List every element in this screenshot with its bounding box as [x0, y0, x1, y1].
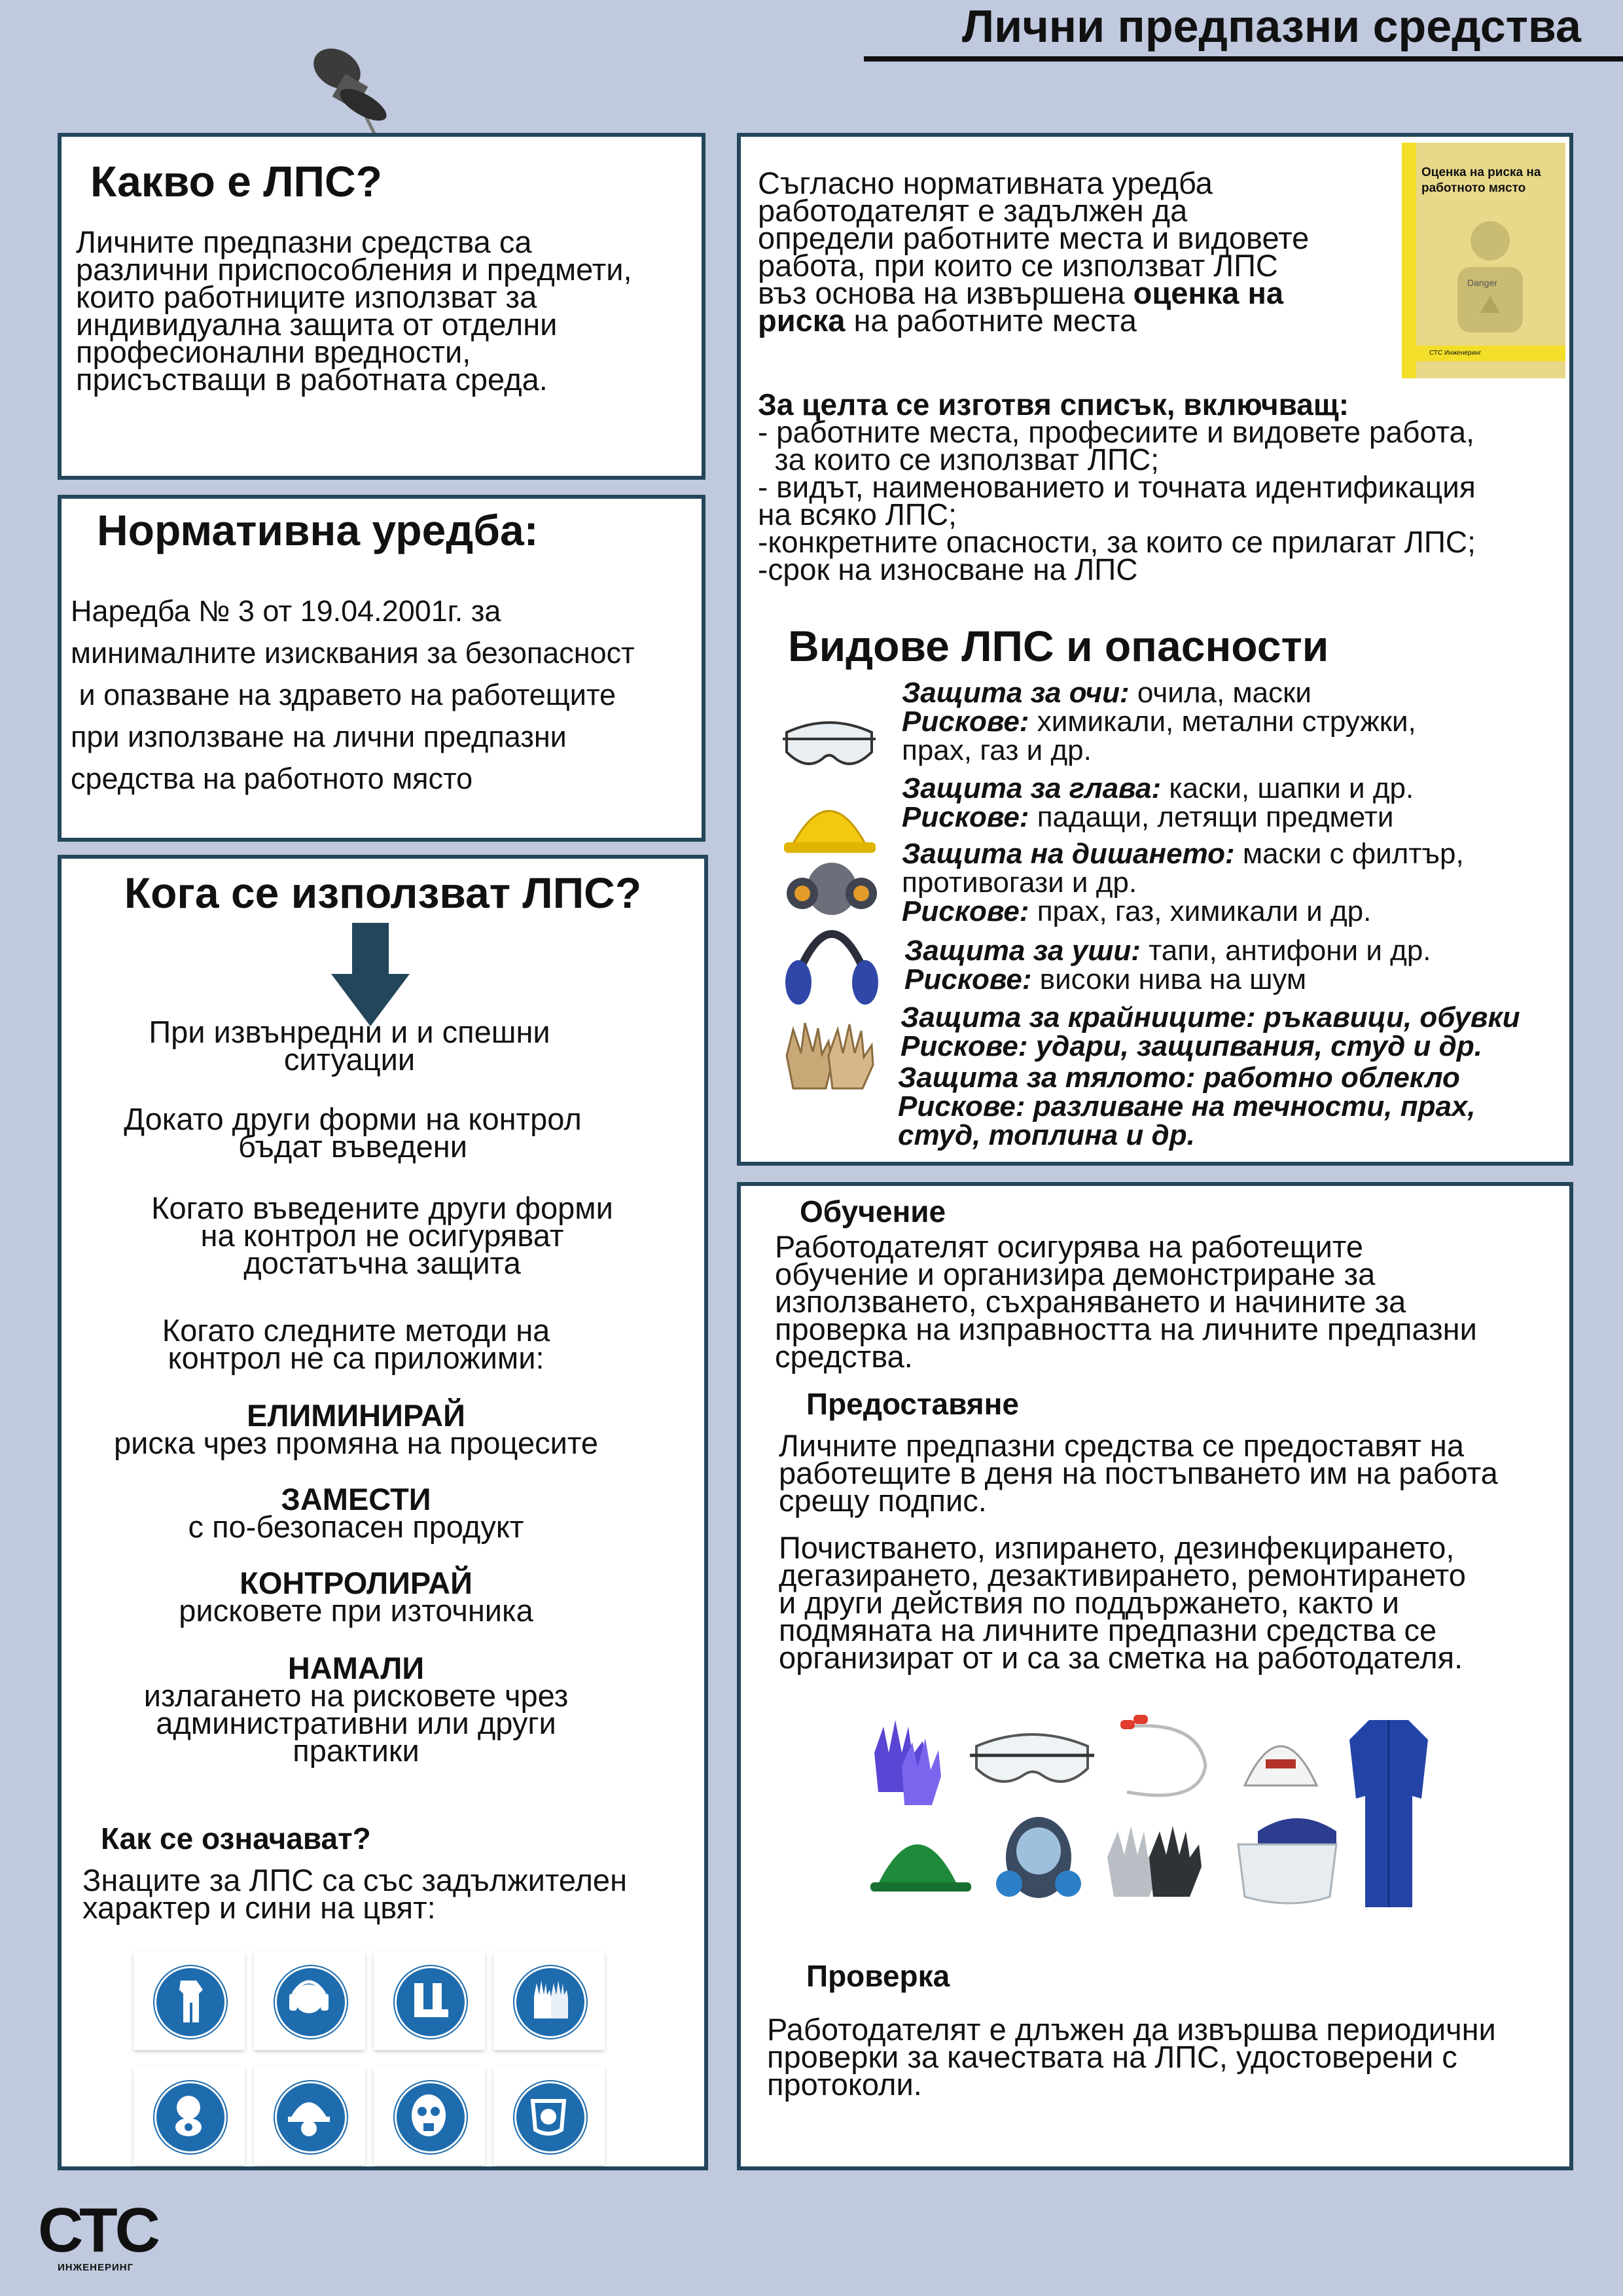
sign-hard-hat: [254, 2067, 365, 2165]
text-line: Рискове: удари, защипвания, студ и др.: [901, 1030, 1482, 1062]
sign-protective-suit: [134, 1952, 245, 2050]
text-line: контрол не са приложими:: [168, 1340, 544, 1375]
provision-text: [779, 1428, 1498, 1518]
text-span-bold: оценка на: [1133, 276, 1284, 310]
when-section: [58, 855, 708, 2170]
text-line: различни приспособления и предмети,: [76, 252, 632, 287]
cover-brand: СТС Инженеринг: [1416, 346, 1565, 361]
text-line: [902, 897, 1464, 926]
text-line: при използване на лични предпазни: [71, 720, 567, 753]
face-shield-icon: [514, 2081, 582, 2149]
text-line: [902, 774, 1414, 803]
what-is-ppe-text: [76, 224, 632, 397]
text-line: минималните изисквания за безопасност: [71, 636, 635, 670]
limb-protection-item: [901, 1003, 1520, 1061]
boots-icon: [395, 1966, 463, 2034]
item-key: Защита на дишането:: [902, 838, 1235, 870]
logo-main: СТС: [38, 2195, 158, 2265]
company-logo: [38, 2195, 158, 2273]
inspection-title: Проверка: [806, 1959, 950, 1993]
text-line: обучение и организира демонстриране за: [775, 1257, 1376, 1291]
text-line: ситуации: [283, 1042, 416, 1077]
method-eliminate: [62, 1398, 651, 1460]
what-is-ppe-section: [58, 133, 705, 480]
nitrile-gloves-icon: [865, 1713, 963, 1812]
text-line: срещу подпис.: [779, 1483, 987, 1518]
list-item: -конкретните опасности, за които се прилагат ЛПС;: [758, 525, 1476, 559]
text-line: Когато следните методи на: [162, 1313, 550, 1348]
item-value: високи нива на шум: [1031, 963, 1307, 996]
text-line: Докато други форми на контрол: [124, 1102, 582, 1136]
risk-section: [737, 133, 1573, 1166]
list-item: на всяко ЛПС;: [758, 497, 957, 531]
text-line: Защита за тялото: работно облекло: [898, 1062, 1460, 1094]
logo-sub: ИНЖЕНЕРИНГ: [58, 2262, 134, 2273]
training-title: Обучение: [800, 1194, 946, 1229]
dust-mask-icon: [1232, 1720, 1330, 1805]
text-line: средства.: [775, 1339, 913, 1374]
body-protection-item: [898, 1064, 1476, 1150]
item-value: химикали, метални стружки,: [1029, 706, 1416, 738]
mask-icon: [154, 2081, 223, 2149]
text-span: въз основа на извършена: [758, 276, 1133, 310]
text-line: достатъчна защита: [243, 1246, 521, 1280]
ear-protection-item: [904, 937, 1431, 994]
list-item: -срок на износване на ЛПС: [758, 552, 1138, 586]
respirator-icon: [783, 853, 881, 925]
text-line: административни или други: [156, 1706, 556, 1740]
cover-stripe: [1402, 143, 1416, 378]
sign-ear-protection: [254, 1952, 365, 2050]
provision-title: Предоставяне: [806, 1387, 1020, 1421]
regulation-text: [71, 590, 635, 800]
method-name: ЕЛИМИНИРАЙ: [247, 1398, 465, 1433]
text-line: [902, 803, 1414, 832]
text-line: на контрол не осигуряват: [200, 1218, 564, 1253]
item-value: маски с филтър,: [1234, 838, 1464, 870]
text-line: бъдат въведени: [238, 1129, 467, 1164]
sign-safety-boots: [374, 1952, 485, 2050]
regulation-section: [58, 495, 705, 842]
list-item: - работните места, професиите и видовете работа,: [758, 415, 1474, 449]
method-name: НАМАЛИ: [287, 1651, 425, 1685]
text-line: [902, 840, 1464, 869]
risk-assessment-cover: [1402, 143, 1565, 378]
cover-title: Оценка на риска на работното място: [1421, 166, 1541, 195]
text-line: проверка на изправността на личните предпазни: [775, 1312, 1477, 1346]
text-line: индивидуална защита от отделни: [76, 307, 558, 342]
text-line: Личните предпазни средства са: [76, 224, 532, 259]
ear-defender-icon: [275, 1966, 343, 2034]
text-line: които работниците използват за: [76, 279, 537, 314]
text-line: работодателят е задължен да: [758, 193, 1188, 228]
method-name: КОНТРОЛИРАЙ: [240, 1566, 473, 1600]
ear-muffs-icon: [783, 927, 881, 1013]
text-line: [904, 937, 1431, 965]
when-case-4: [62, 1313, 651, 1375]
goggles-icon: [780, 713, 878, 778]
text-line: Почистването, изпирането, дезинфекцирането,: [779, 1530, 1455, 1565]
method-name: ЗАМЕСТИ: [281, 1482, 431, 1516]
text-line: работещите в деня на постъпването им на работа: [779, 1456, 1498, 1490]
item-value: каски, шапки и др.: [1161, 772, 1414, 804]
method-substitute: [62, 1482, 651, 1544]
when-case-2: [62, 1102, 644, 1164]
text-line: практики: [293, 1733, 419, 1768]
item-value: прах, газ, химикали и др.: [1029, 895, 1372, 927]
text-line: [904, 965, 1431, 994]
text-line: работа, при които се използват ЛПС: [758, 248, 1278, 283]
gloves-icon: [514, 1966, 582, 2034]
text-line: При извънредни и и спешни: [149, 1014, 550, 1049]
text-line: определи работните места и видовете: [758, 221, 1310, 255]
list-item: за които се използват ЛПС;: [758, 442, 1160, 476]
text-line: и опазване на здравето на работещите: [71, 678, 616, 711]
item-key: Защита за очи:: [902, 677, 1130, 709]
text-line: с по-безопасен продукт: [188, 1509, 524, 1544]
cut-resistant-gloves-icon: [1101, 1812, 1219, 1910]
marks-title: Как се означават?: [101, 1821, 371, 1856]
method-reduce: [62, 1651, 651, 1768]
text-line: Знаците за ЛПС са със задължителен: [82, 1863, 628, 1897]
risk-intro: [758, 166, 1310, 338]
text-line: дегазирането, дезактивирането, ремонтирането: [779, 1558, 1466, 1592]
item-key: Защита за уши:: [904, 935, 1141, 967]
text-line: [758, 303, 1309, 338]
regulation-title: Нормативна уредба:: [97, 506, 539, 554]
text-line: Наредба № 3 от 19.04.2001г. за: [71, 594, 501, 628]
training-text: [775, 1229, 1477, 1374]
gas-mask-icon: [395, 2081, 463, 2149]
when-case-3: [88, 1191, 677, 1280]
eye-protection-item: [902, 679, 1416, 765]
page-title: Лични предпазни средства: [962, 1, 1581, 52]
sign-respirator: [134, 2067, 245, 2165]
text-line: средства на работното място: [71, 762, 473, 795]
green-hard-hat-icon: [865, 1818, 976, 1903]
text-line: използването, съхраняването и начините за: [775, 1284, 1406, 1319]
lab-coat-icon: [1343, 1713, 1435, 1910]
item-value: очила, маски: [1129, 677, 1311, 709]
text-line: и други действия по поддържането, както и: [779, 1585, 1400, 1620]
text-line: Рискове: разливане на течности, прах,: [898, 1090, 1476, 1122]
safety-goggles-icon: [970, 1727, 1094, 1799]
item-key: Рискове:: [902, 801, 1029, 833]
face-shield-visor-icon: [1232, 1812, 1343, 1910]
text-line: Съгласно нормативната уредба: [758, 166, 1213, 200]
earplugs-icon: [1107, 1713, 1219, 1812]
full-face-respirator-icon: [990, 1812, 1088, 1910]
text-line: [902, 679, 1416, 708]
item-value: тапи, антифони и др.: [1140, 935, 1431, 967]
text-line: присъстващи в работната среда.: [76, 362, 548, 397]
text-line: противогази и др.: [902, 867, 1137, 899]
item-key: Защита за глава:: [902, 772, 1162, 804]
text-line: излагането на рисковете чрез: [143, 1678, 569, 1713]
cover-danger-label: Danger: [1467, 278, 1497, 288]
text-span-bold: риска: [758, 303, 846, 338]
text-line: риска чрез промяна на процесите: [114, 1426, 598, 1460]
text-line: прах, газ и др.: [902, 734, 1092, 766]
text-line: студ, топлина и др.: [898, 1119, 1195, 1151]
item-key: Рискове:: [904, 963, 1032, 996]
coverall-icon: [154, 1966, 223, 2034]
when-title: Кога се използват ЛПС?: [124, 869, 642, 917]
method-control: [62, 1566, 651, 1628]
text-line: Когато въведените други форми: [151, 1191, 613, 1225]
when-case-1: [62, 1014, 637, 1077]
obligations-section: [737, 1182, 1573, 2170]
worker-silhouette-icon: [1441, 215, 1539, 332]
item-value: падащи, летящи предмети: [1029, 801, 1394, 833]
inspection-text: [767, 2012, 1496, 2102]
work-gloves-icon: [780, 1016, 885, 1095]
risk-list: [758, 387, 1476, 586]
text-line: проверки за качествата на ЛПС, удостоверени с: [767, 2039, 1457, 2074]
text-line: организират от и са за сметка на работодателя.: [779, 1640, 1463, 1675]
text-line: Защита за крайниците: ръкавици, обувки: [901, 1001, 1520, 1033]
maintenance-text: [779, 1530, 1466, 1675]
text-line: [902, 708, 1416, 736]
text-line: характер и сини на цвят:: [82, 1890, 436, 1925]
text-line: Личните предпазни средства се предоставят на: [779, 1428, 1464, 1463]
text-line: подмяната на личните предпазни средства се: [779, 1613, 1437, 1647]
down-arrow-icon: [331, 923, 410, 1026]
sign-full-face-mask: [374, 2067, 485, 2165]
what-is-ppe-title: Какво е ЛПС?: [90, 157, 382, 206]
text-span: на работните места: [845, 303, 1137, 338]
text-line: Работодателят е длъжен да извършва периодични: [767, 2012, 1496, 2047]
respiratory-protection-item: [902, 840, 1464, 926]
ppe-collage: [865, 1713, 1428, 1916]
text-line: Работодателят осигурява на работещите: [775, 1229, 1363, 1264]
item-key: Рискове:: [902, 706, 1029, 738]
text-line: рисковете при източника: [179, 1593, 533, 1628]
item-key: Рискове:: [902, 895, 1029, 927]
title-underline: [864, 56, 1623, 62]
list-title: За целта се изготвя списък, включващ:: [758, 387, 1349, 422]
types-title: Видове ЛПС и опасности: [788, 622, 1329, 670]
helmet-icon: [275, 2081, 343, 2149]
marks-text: [82, 1863, 628, 1925]
text-line: професионални вредности,: [76, 334, 471, 369]
text-line: протоколи.: [767, 2067, 922, 2102]
sign-gloves: [493, 1952, 605, 2050]
sign-face-shield: [493, 2067, 605, 2165]
head-protection-item: [902, 774, 1414, 832]
list-item: - видът, наименованието и точната идентификация: [758, 470, 1476, 504]
